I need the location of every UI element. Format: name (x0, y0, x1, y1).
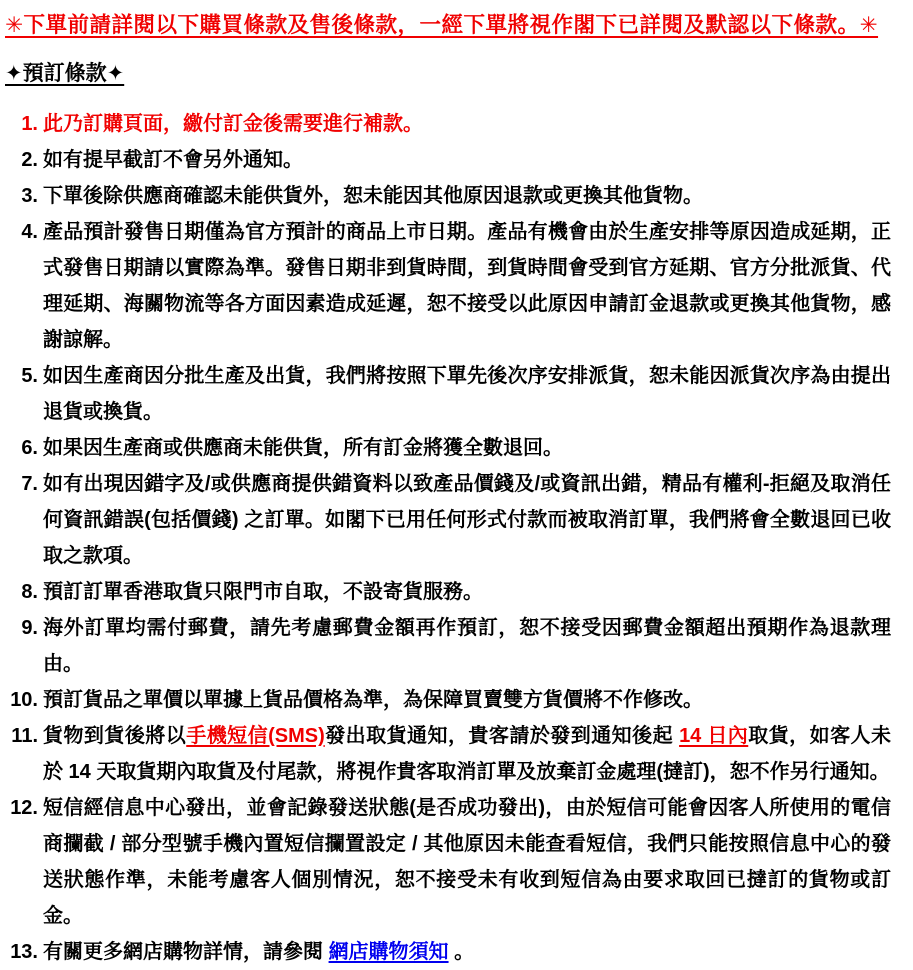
term-text (43, 214, 891, 358)
term-number: 10. (10, 689, 38, 711)
term-item (5, 358, 891, 430)
term-item (5, 178, 891, 214)
term-item (5, 574, 891, 610)
term-text (43, 142, 891, 178)
term-number: 5. (21, 365, 38, 387)
term-number: 13. (10, 941, 38, 963)
term-number: 11. (11, 725, 38, 747)
term-text (43, 430, 891, 466)
highlighted-term-text: 14 日內 (679, 725, 749, 747)
term-text-segment: 預訂訂單香港取貨只限門市自取，不設寄貨服務。 (43, 581, 483, 603)
term-number: 7. (21, 473, 38, 495)
section-heading-preorder-terms: ✦預訂條款✦ (5, 62, 125, 85)
term-item (5, 214, 891, 358)
term-text-segment: 如因生產商因分批生產及出貨，我們將按照下單先後次序安排派貨，恕未能因派貨次序為由提出退貨或換貨。 (43, 365, 891, 423)
term-text (43, 466, 891, 574)
term-item (5, 430, 891, 466)
term-text-segment: 如有提早截訂不會另外通知。 (43, 149, 303, 171)
term-text (43, 106, 891, 142)
term-item (5, 610, 891, 682)
term-item (5, 106, 891, 142)
term-text (43, 718, 891, 790)
term-number: 4. (21, 221, 38, 243)
term-text (43, 574, 891, 610)
term-number: 6. (21, 437, 38, 459)
term-number: 1. (21, 113, 38, 135)
term-number: 3. (21, 185, 38, 207)
term-text (43, 934, 891, 970)
term-text (43, 610, 891, 682)
term-number: 2. (21, 149, 38, 171)
terms-list (5, 106, 891, 970)
term-number: 8. (21, 581, 38, 603)
term-text-segment: 此乃訂購頁面，繳付訂金後需要進行補款。 (43, 113, 423, 135)
term-number: 12. (10, 797, 38, 819)
term-item (5, 934, 891, 970)
term-text-segment: 如有出現因錯字及/或供應商提供錯資料以致產品價錢及/或資訊出錯，精品有權利-拒絕及取消任何資訊錯誤(包括價錢) 之訂單。如閣下已用任何形式付款而被取消訂單，我們將會全數退回已收取之款項。 (43, 473, 891, 567)
term-text-segment: 取貨，如客人未於 14 天取貨期內取貨及付尾款，將視作貴客取消訂單及放棄訂金處理(撻訂)，恕不作另行通知。 (43, 725, 892, 783)
term-text-segment: 預訂貨品之單價以單據上貨品價格為準，為保障買賣雙方貨價將不作修改。 (43, 689, 703, 711)
term-text-segment: 。 (448, 941, 475, 963)
term-text-segment: 如果因生產商或供應商未能供貨，所有訂金將獲全數退回。 (43, 437, 563, 459)
term-item (5, 466, 891, 574)
purchase-notice-banner: ✳下單前請詳閱以下購買條款及售後條款，一經下單將視作閣下已詳閱及默認以下條款。✳ (5, 13, 879, 37)
term-text-segment: 海外訂單均需付郵費，請先考慮郵費金額再作預訂，恕不接受因郵費金額超出預期作為退款理由。 (43, 617, 891, 675)
term-text-segment: 有關更多網店購物詳情，請參閱 (43, 941, 329, 963)
term-text-segment: 產品預計發售日期僅為官方預計的商品上市日期。產品有機會由於生產安排等原因造成延期，正式發售日期請以實際為準。發售日期非到貨時間，到貨時間會受到官方延期、官方分批派貨、代理延期、海關物流等各方面因素造成延遲，恕不接受以此原因申請訂金退款或更換其他貨物，感謝諒解。 (43, 221, 891, 351)
highlighted-term-text: 手機短信(SMS) (186, 725, 325, 747)
term-text-segment: 下單後除供應商確認未能供貨外，恕未能因其他原因退款或更換其他貨物。 (43, 185, 703, 207)
term-text (43, 178, 891, 214)
term-item (5, 682, 891, 718)
term-text-segment: 貨物到貨後將以 (43, 725, 187, 747)
term-text (43, 790, 891, 934)
term-text-segment: 發出取貨通知，貴客請於發到通知後起 (324, 725, 680, 747)
term-item (5, 790, 891, 934)
term-text-segment: 短信經信息中心發出，並會記錄發送狀態(是否成功發出)，由於短信可能會因客人所使用的電信商攔截 / 部分型號手機內置短信攔置設定 / 其他原因未能查看短信，我們只能按照信息中心的發送狀態作準，未能考慮客人個別情況，恕不接受未有收到短信為由要求取回已撻訂的貨物或訂金。 (43, 797, 891, 927)
term-item (5, 718, 891, 790)
term-item (5, 142, 891, 178)
shop-guide-link[interactable]: 網店購物須知 (328, 941, 449, 963)
term-text (43, 682, 891, 718)
term-text (43, 358, 891, 430)
term-number: 9. (21, 617, 38, 639)
